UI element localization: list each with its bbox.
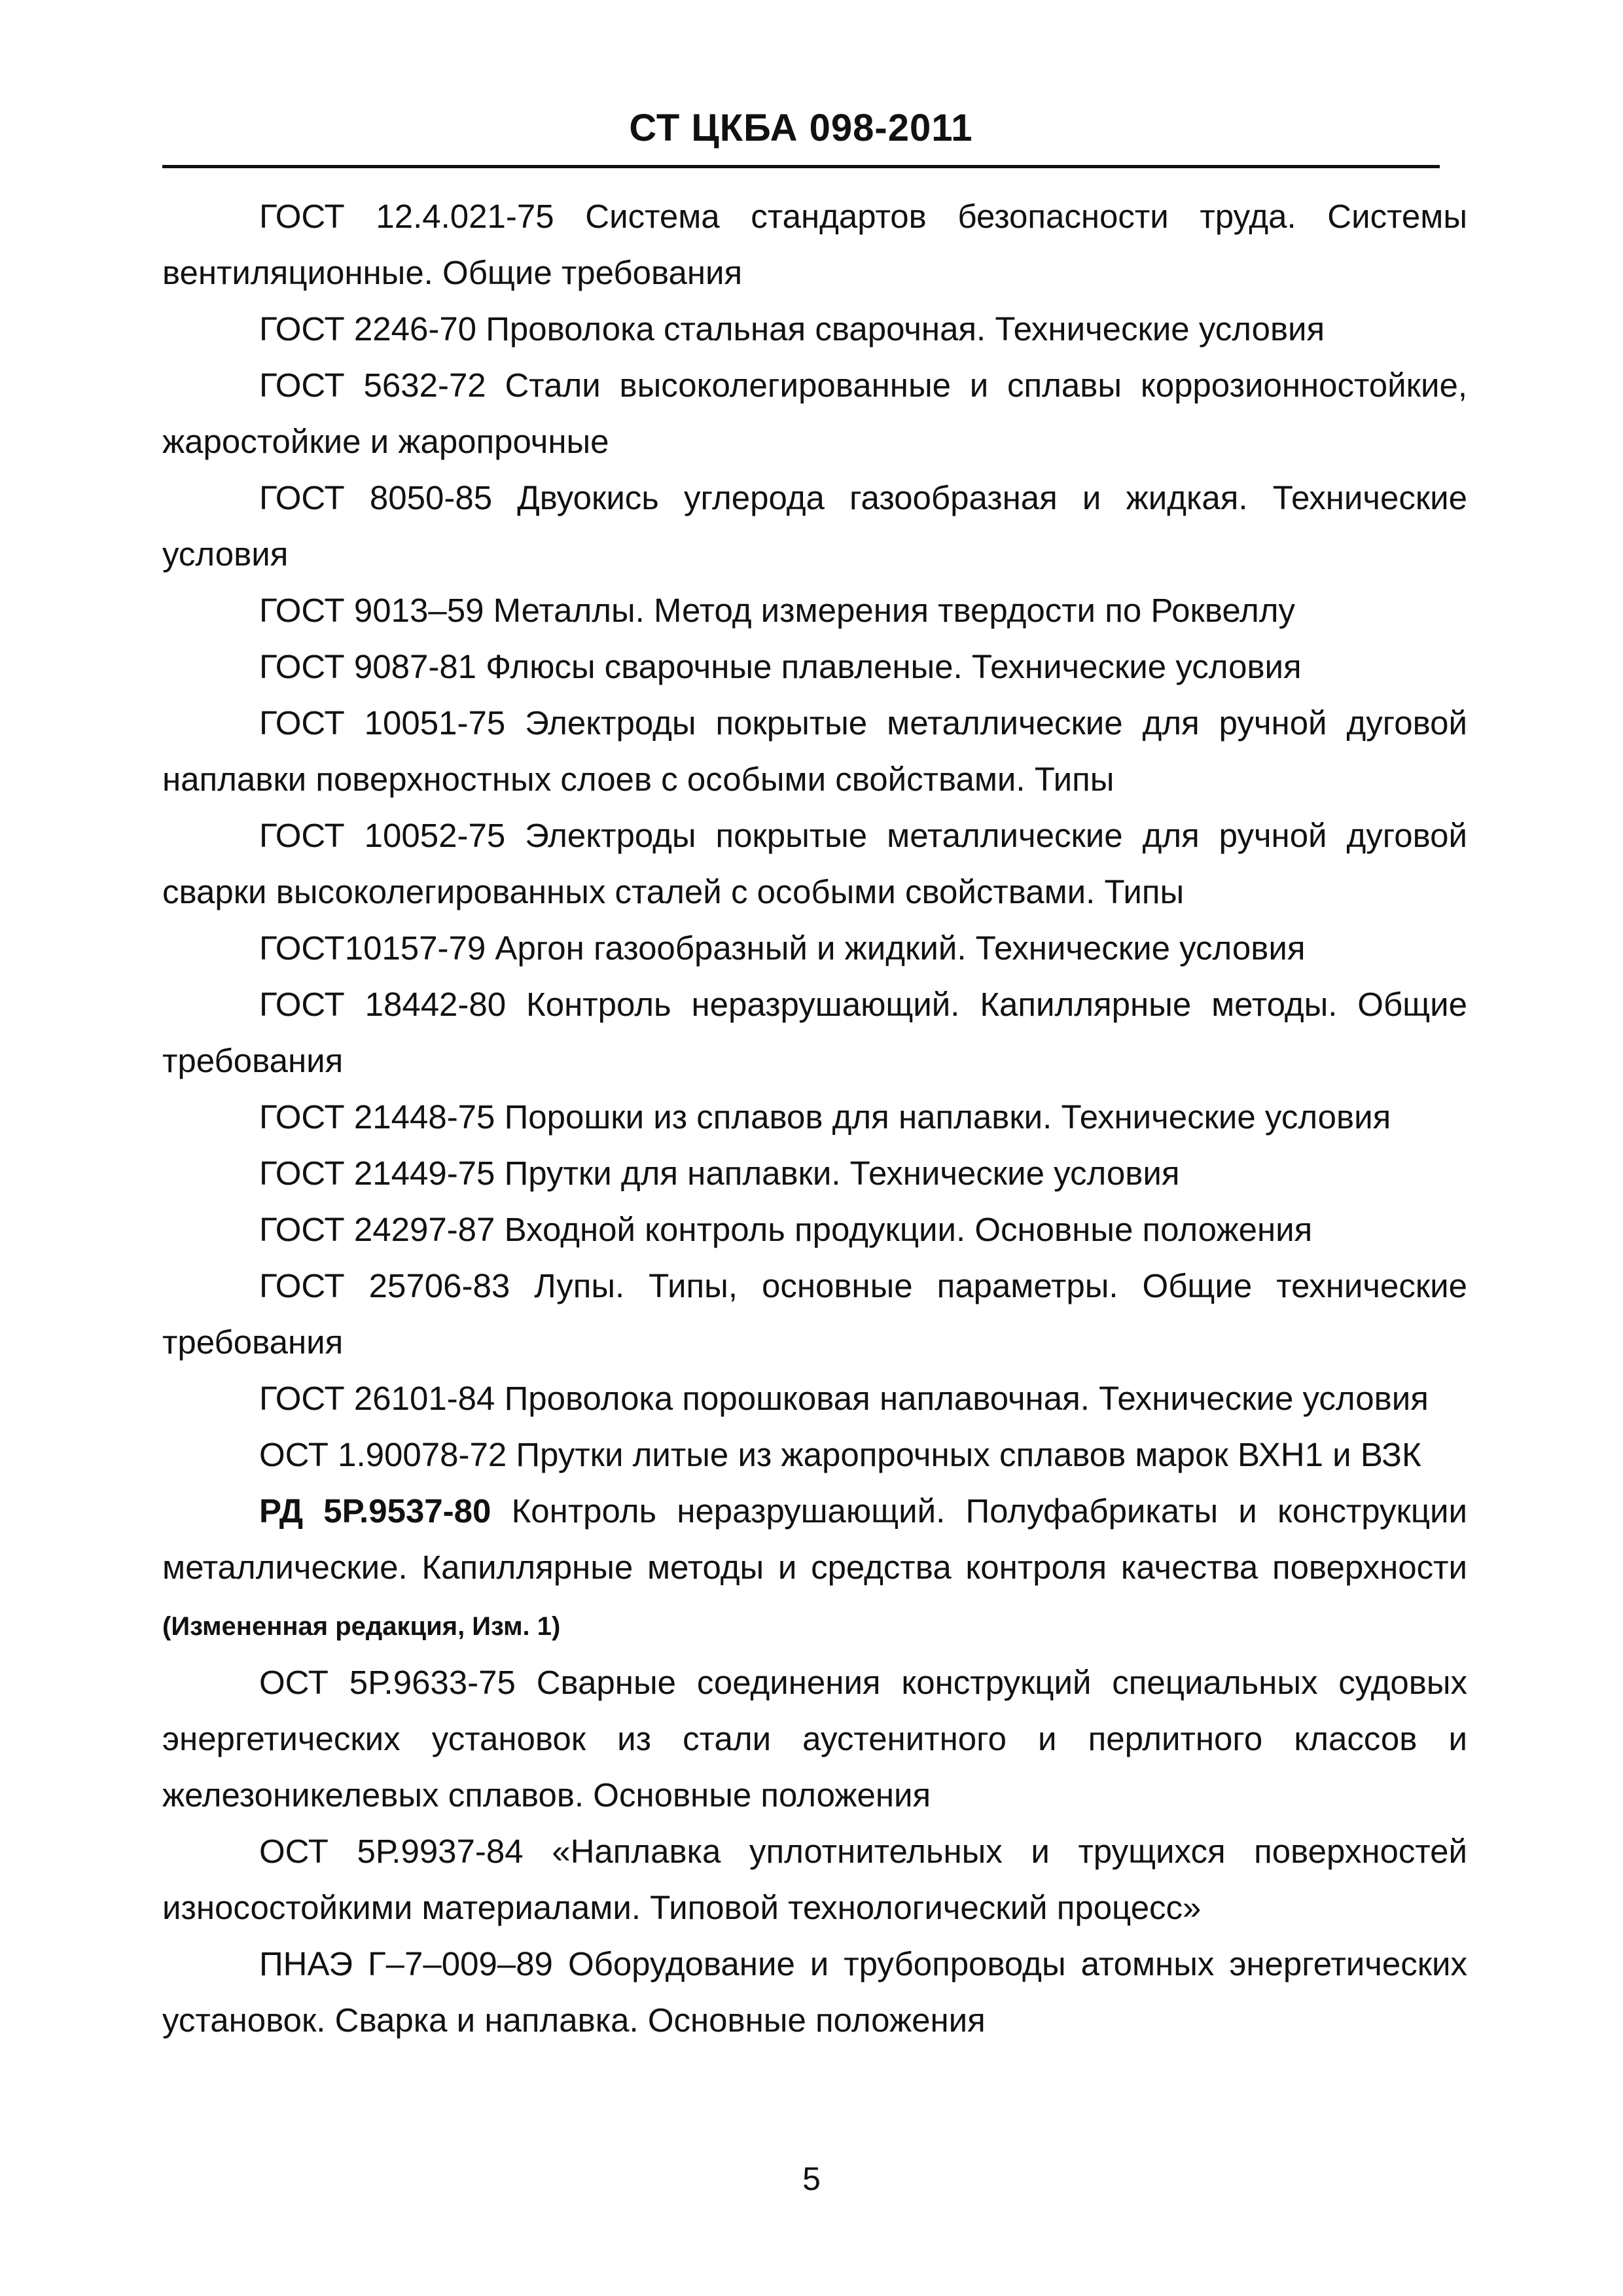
reference-item (162, 357, 1467, 470)
reference-code: ГОСТ 5632-72 (259, 367, 486, 404)
reference-title: Сварные соединения конструкций специальных судовых энергетических установок из стали аустенитного и перлитного классов и железоникелевых сплавов. Основные положения (162, 1664, 1467, 1814)
document-code: СТ ЦКБА 098-2011 (629, 107, 973, 149)
reference-item (162, 1483, 1467, 1655)
reference-title: Контроль неразрушающий. Капиллярные методы. Общие требования (162, 986, 1467, 1079)
reference-title: Лупы. Типы, основные параметры. Общие технические требования (162, 1267, 1467, 1361)
reference-title: Электроды покрытые металлические для ручной дуговой сварки высоколегированных сталей с особыми свойствами. Типы (162, 817, 1467, 910)
reference-title: Проволока порошковая наплавочная. Технические условия (504, 1380, 1429, 1417)
reference-title: Прутки литые из жаропрочных сплавов марок ВХН1 и ВЗК (516, 1436, 1421, 1473)
reference-item (162, 1145, 1467, 1202)
reference-item (162, 1089, 1467, 1145)
reference-title: Двуокись углерода газообразная и жидкая. Технические условия (162, 479, 1467, 573)
reference-code: ГОСТ 10052-75 (259, 817, 506, 854)
reference-code: ГОСТ 8050-85 (259, 479, 493, 516)
reference-title: Порошки из сплавов для наплавки. Технические условия (504, 1098, 1391, 1136)
reference-title: Аргон газообразный и жидкий. Технические условия (495, 929, 1306, 967)
page-number: 5 (802, 2161, 821, 2197)
reference-code: РД 5Р.9537-80 (259, 1492, 491, 1530)
page-header (162, 92, 1440, 170)
reference-title: Проволока стальная сварочная. Технические условия (486, 310, 1325, 348)
reference-item (162, 639, 1467, 695)
reference-code: ГОСТ 9087-81 (259, 648, 477, 685)
reference-title: Система стандартов безопасности труда. Системы вентиляционные. Общие требования (162, 198, 1467, 291)
reference-code: ГОСТ 26101-84 (259, 1380, 495, 1417)
reference-code: ГОСТ 2246-70 (259, 310, 477, 348)
reference-item (162, 1258, 1467, 1371)
reference-code: ГОСТ10157-79 (259, 929, 486, 967)
reference-title: Оборудование и трубопроводы атомных энергетических установок. Сварка и наплавка. Основные положения (162, 1945, 1468, 2039)
reference-code: ПНАЭ Г–7–009–89 (259, 1945, 553, 1982)
amendment-note: (Измененная редакция, Изм. 1) (162, 1612, 561, 1641)
reference-item (162, 977, 1467, 1089)
reference-item (162, 188, 1467, 301)
reference-code: ОСТ 1.90078-72 (259, 1436, 507, 1473)
reference-item (162, 808, 1467, 920)
reference-item (162, 1202, 1467, 1258)
reference-code: ГОСТ 21449-75 (259, 1155, 495, 1192)
reference-code: ГОСТ 18442-80 (259, 986, 507, 1023)
reference-code: ОСТ 5Р.9633-75 (259, 1664, 516, 1701)
reference-code: ГОСТ 21448-75 (259, 1098, 495, 1136)
reference-item (162, 695, 1467, 808)
header-divider (162, 165, 1440, 168)
reference-item (162, 1823, 1467, 1936)
reference-item (162, 1655, 1467, 1823)
reference-code: ГОСТ 24297-87 (259, 1211, 495, 1248)
reference-code: ГОСТ 25706-83 (259, 1267, 510, 1304)
reference-title: Входной контроль продукции. Основные положения (504, 1211, 1313, 1248)
reference-item (162, 1371, 1467, 1427)
reference-title: Электроды покрытые металлические для ручной дуговой наплавки поверхностных слоев с особыми свойствами. Типы (162, 704, 1467, 798)
reference-code: ОСТ 5Р.9937-84 (259, 1833, 524, 1870)
reference-title: Стали высоколегированные и сплавы коррозионностойкие, жаростойкие и жаропрочные (162, 367, 1467, 460)
reference-item (162, 583, 1467, 639)
reference-title: «Наплавка уплотнительных и трущихся поверхностей износостойкими материалами. Типовой технологический процесс» (162, 1833, 1467, 1926)
reference-item (162, 470, 1467, 583)
reference-code: ГОСТ 9013–59 (259, 592, 484, 629)
reference-title: Флюсы сварочные плавленые. Технические условия (486, 648, 1302, 685)
reference-code: ГОСТ 12.4.021-75 (259, 198, 554, 235)
reference-item (162, 920, 1467, 977)
reference-item (162, 1427, 1467, 1483)
reference-code: ГОСТ 10051-75 (259, 704, 506, 742)
reference-item (162, 1936, 1467, 2049)
reference-title: Металлы. Метод измерения твердости по Роквеллу (493, 592, 1296, 629)
normative-references-list (162, 188, 1467, 2049)
reference-item (162, 301, 1467, 357)
reference-title: Прутки для наплавки. Технические условия (504, 1155, 1180, 1192)
reference-title: Контроль неразрушающий. Полуфабрикаты и конструкции металлические. Капиллярные методы и средства контроля качества поверхности (162, 1492, 1468, 1586)
